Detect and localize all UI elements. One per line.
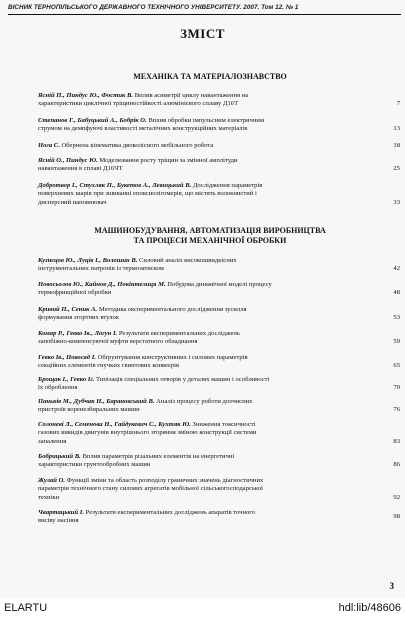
entry-title-cont: поверхневих шарів при зшиванні епоксиолігомерів, що містять волокнистий і xyxy=(38,190,257,198)
entry-title: Моделювання росту тріщин за змінної амплітуди xyxy=(97,157,238,164)
toc-entry xyxy=(38,257,374,274)
entry-title: Зниження токсичності xyxy=(190,421,256,428)
entry-title: Силовий аналіз високошвидкісних xyxy=(137,257,237,264)
entry-title-cont: техніки xyxy=(38,493,60,501)
entry-page: 53 xyxy=(393,314,400,321)
toc-entry xyxy=(38,117,374,134)
entry-title-cont: дисперсний наповнювач xyxy=(38,198,107,206)
entry-authors: Новосьолов Ю., Кайнов Д., Покінтелиця М. xyxy=(38,281,166,288)
section-title-mechanics: МЕХАНІКА ТА МАТЕРІАЛОЗНАВСТВО xyxy=(133,72,287,81)
entry-title-cont: характеристики грунтообробних машин xyxy=(38,461,151,469)
toc-entry xyxy=(38,421,374,446)
entry-title-cont: пристроїв коренезбиральних машин xyxy=(38,406,140,414)
entry-authors: Кузнєцов Ю., Луців І., Волошин В. xyxy=(38,257,138,264)
entry-title: Обернена кінематика двоколісного мобільного робота xyxy=(59,142,214,149)
header-rule xyxy=(8,14,401,15)
entry-page: 65 xyxy=(393,362,400,369)
section-title-line: ТА ПРОЦЕСИ МЕХАНІЧНОЇ ОБРОБКИ xyxy=(133,236,287,245)
entry-title: Аналіз процесу роботи доочисних xyxy=(154,398,253,405)
entry-title: Вплив обробки імпульсним електричним xyxy=(146,117,265,124)
entry-title: Функції зміни та область розподілу граничних значень діагностичних xyxy=(65,477,264,484)
entry-authors: Комар Р., Гевко Ів., Логун І. xyxy=(38,330,118,337)
entry-title-cont: характеристики циклічної тріщиностійкості алюмінієвого сплаву Д16Т xyxy=(38,100,239,108)
entry-title: Результати експериментальних досліджень xyxy=(117,330,240,337)
entry-title-cont: формування згортних втулок xyxy=(38,314,120,322)
page-number: 3 xyxy=(389,581,394,591)
entry-title-cont: термофрикційної обробки xyxy=(38,289,112,297)
entry-page: 59 xyxy=(393,338,400,345)
entry-title-cont: запалення xyxy=(38,437,67,445)
entry-title: Дослідження параметрів xyxy=(191,182,263,189)
entry-title-cont: запобіжно-компенсуючої муфти верстатного обладнання xyxy=(38,338,198,346)
entry-authors: Степанов Г., Бабуцький А., Бобрiк О. xyxy=(38,117,147,124)
journal-header: ВІСНИК ТЕРНОПІЛЬСЬКОГО ДЕРЖАВНОГО ТЕХНІЧНОГО УНІВЕРСИТЕТУ. 2007. Том 12. № 1 xyxy=(8,4,299,11)
entry-title: Обґрунтування конструктивних і силових параметрів xyxy=(95,354,248,361)
entry-authors: Панькiв М., Дубчак Н., Барановський В. xyxy=(38,398,155,405)
entry-page: 7 xyxy=(396,100,400,107)
section-title-engineering xyxy=(30,226,390,246)
entry-title: Результати експериментальних досліджень апаратів точного xyxy=(84,509,256,516)
entry-title-cont: їх оброблення xyxy=(38,384,78,392)
entry-title: Вплив асиметрії циклу навантаження на xyxy=(133,92,249,99)
entry-authors: Ясній П., Пиндус Ю., Фостик В. xyxy=(38,92,134,99)
entry-title-cont: газових викидів двигунів внутрішнього згоряння зміною конструкції системи xyxy=(38,429,257,437)
entry-page: 25 xyxy=(393,165,400,172)
entry-page: 70 xyxy=(393,384,400,391)
toc-entry xyxy=(38,477,374,502)
entry-authors: Брощак І., Гевко Iг. xyxy=(38,376,95,383)
entry-title-cont: струмом на демпфуючі властивості металічних конструкційних матеріалів xyxy=(38,125,248,133)
entry-title-cont: параметрів технічного стану силових агрегатів мобільної сільськогосподарської xyxy=(38,485,263,493)
toc-entry xyxy=(38,509,374,526)
handle-id: hdl:lib/48606 xyxy=(338,602,401,614)
entry-authors: Солоневi Л., Семенова Н., Гайдукевич С., Кухтяк Ю. xyxy=(38,421,191,428)
toc-entry xyxy=(38,330,374,347)
toc-entry xyxy=(38,306,374,323)
entry-title-cont: навантаження в сплаві Д16ЧТ xyxy=(38,165,123,173)
entry-authors: Добротвор І., Стухляк П., Букетов А., Левицький В. xyxy=(38,182,192,189)
footer-bar xyxy=(0,598,405,620)
entry-authors: Бобрицький В. xyxy=(38,453,81,460)
entry-title: Побудова динамічної моделі процесу xyxy=(165,281,272,288)
entry-page: 98 xyxy=(393,513,400,520)
repository-label: ELARTU xyxy=(4,602,48,614)
entry-page: 86 xyxy=(393,461,400,468)
entry-page: 76 xyxy=(393,406,400,413)
entry-title-cont: інструментальних патронів із термозатиском xyxy=(38,265,164,273)
toc-entry xyxy=(38,182,374,207)
entry-page: 48 xyxy=(393,289,400,296)
toc-entry xyxy=(38,398,374,415)
entry-page: 42 xyxy=(393,265,400,272)
entry-title: Методика експериментального дослідження зусилля xyxy=(97,306,247,313)
toc-entry xyxy=(38,157,374,174)
toc-entry xyxy=(38,354,374,371)
entry-page: 92 xyxy=(393,494,400,501)
entry-page: 33 xyxy=(393,199,400,206)
toc-entry xyxy=(38,453,374,470)
toc-entry xyxy=(38,142,374,150)
entry-authors: Нога С. xyxy=(38,142,60,149)
toc-entry xyxy=(38,281,374,298)
entry-page: 18 xyxy=(393,142,400,149)
entry-authors: Гевко Iв., Новосад І. xyxy=(38,354,96,361)
entry-page: 83 xyxy=(393,438,400,445)
contents-title: ЗМІСТ xyxy=(180,26,225,41)
entry-title: Вплив параметрів різальних елементів на енергетичні xyxy=(80,453,235,460)
entry-authors: Жулай О. xyxy=(38,477,66,484)
entry-title: Типізація спеціальних отворів у деталях машин і особливості xyxy=(94,376,270,383)
entry-page: 13 xyxy=(393,125,400,132)
entry-authors: Кривий П., Сеник А. xyxy=(38,306,98,313)
toc-entry xyxy=(38,92,374,109)
entry-authors: Чвартацький І. xyxy=(38,509,84,516)
entry-title-cont: висіву насіння xyxy=(38,517,79,525)
toc-entry xyxy=(38,376,374,393)
section-title-line: МАШИНОБУДУВАННЯ, АВТОМАТИЗАЦІЯ ВИРОБНИЦТВА xyxy=(94,226,326,235)
entry-authors: Ясній О., Пиндус Ю. xyxy=(38,157,98,164)
entry-title-cont: секційних елементів гнучких гвинтових конвеєрів xyxy=(38,362,180,370)
